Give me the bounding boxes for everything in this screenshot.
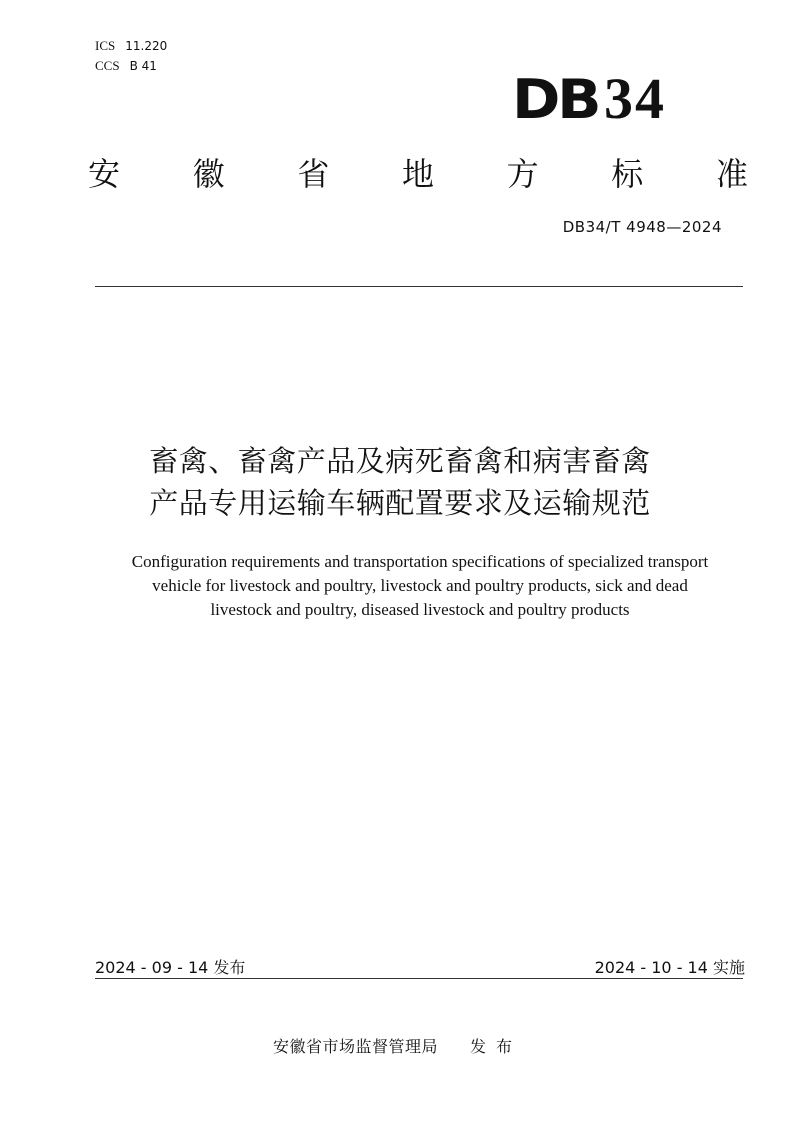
bottom-divider	[95, 978, 743, 979]
heading-char: 安	[88, 155, 121, 193]
standard-number: DB34/T 4948—2024	[562, 218, 722, 236]
english-title-line-1: Configuration requirements and transportation specifications of specialized transport	[131, 552, 709, 571]
heading-char: 地	[401, 155, 434, 193]
heading-char: 标	[611, 155, 644, 193]
heading-char: 方	[506, 155, 539, 193]
issuer-name: 安徽省市场监督管理局	[273, 1037, 439, 1056]
ics-label: ICS	[95, 38, 116, 53]
logo-letters: DB	[512, 68, 599, 131]
heading-char: 准	[715, 155, 748, 193]
issuer-action: 发布	[470, 1037, 523, 1056]
english-title-line-2: vehicle for livestock and poultry, livestock and poultry products, sick and dead	[152, 576, 688, 595]
english-title-line-3: livestock and poultry, diseased livestock and poultry products	[210, 600, 630, 619]
standard-type-heading	[88, 152, 748, 196]
heading-char: 省	[297, 155, 330, 193]
ccs-line	[95, 56, 167, 76]
ics-code: 11.220	[125, 39, 168, 53]
ics-line	[95, 36, 167, 56]
chinese-title	[80, 440, 720, 524]
top-divider	[95, 286, 743, 287]
publish-date: 2024 - 09 - 14 发布	[95, 958, 246, 977]
chinese-title-line-1: 畜禽、畜禽产品及病死畜禽和病害畜禽	[149, 444, 651, 478]
logo-number: 34	[604, 66, 666, 131]
ccs-code: B 41	[129, 59, 157, 73]
heading-char: 徽	[192, 155, 225, 193]
effective-date: 2024 - 10 - 14 实施	[594, 958, 745, 977]
classification-codes	[95, 36, 167, 76]
issuer-line	[273, 1034, 522, 1057]
english-title	[80, 550, 760, 622]
db34-logo	[512, 66, 692, 131]
chinese-title-line-2: 产品专用运输车辆配置要求及运输规范	[149, 486, 651, 520]
ccs-label: CCS	[95, 58, 120, 73]
